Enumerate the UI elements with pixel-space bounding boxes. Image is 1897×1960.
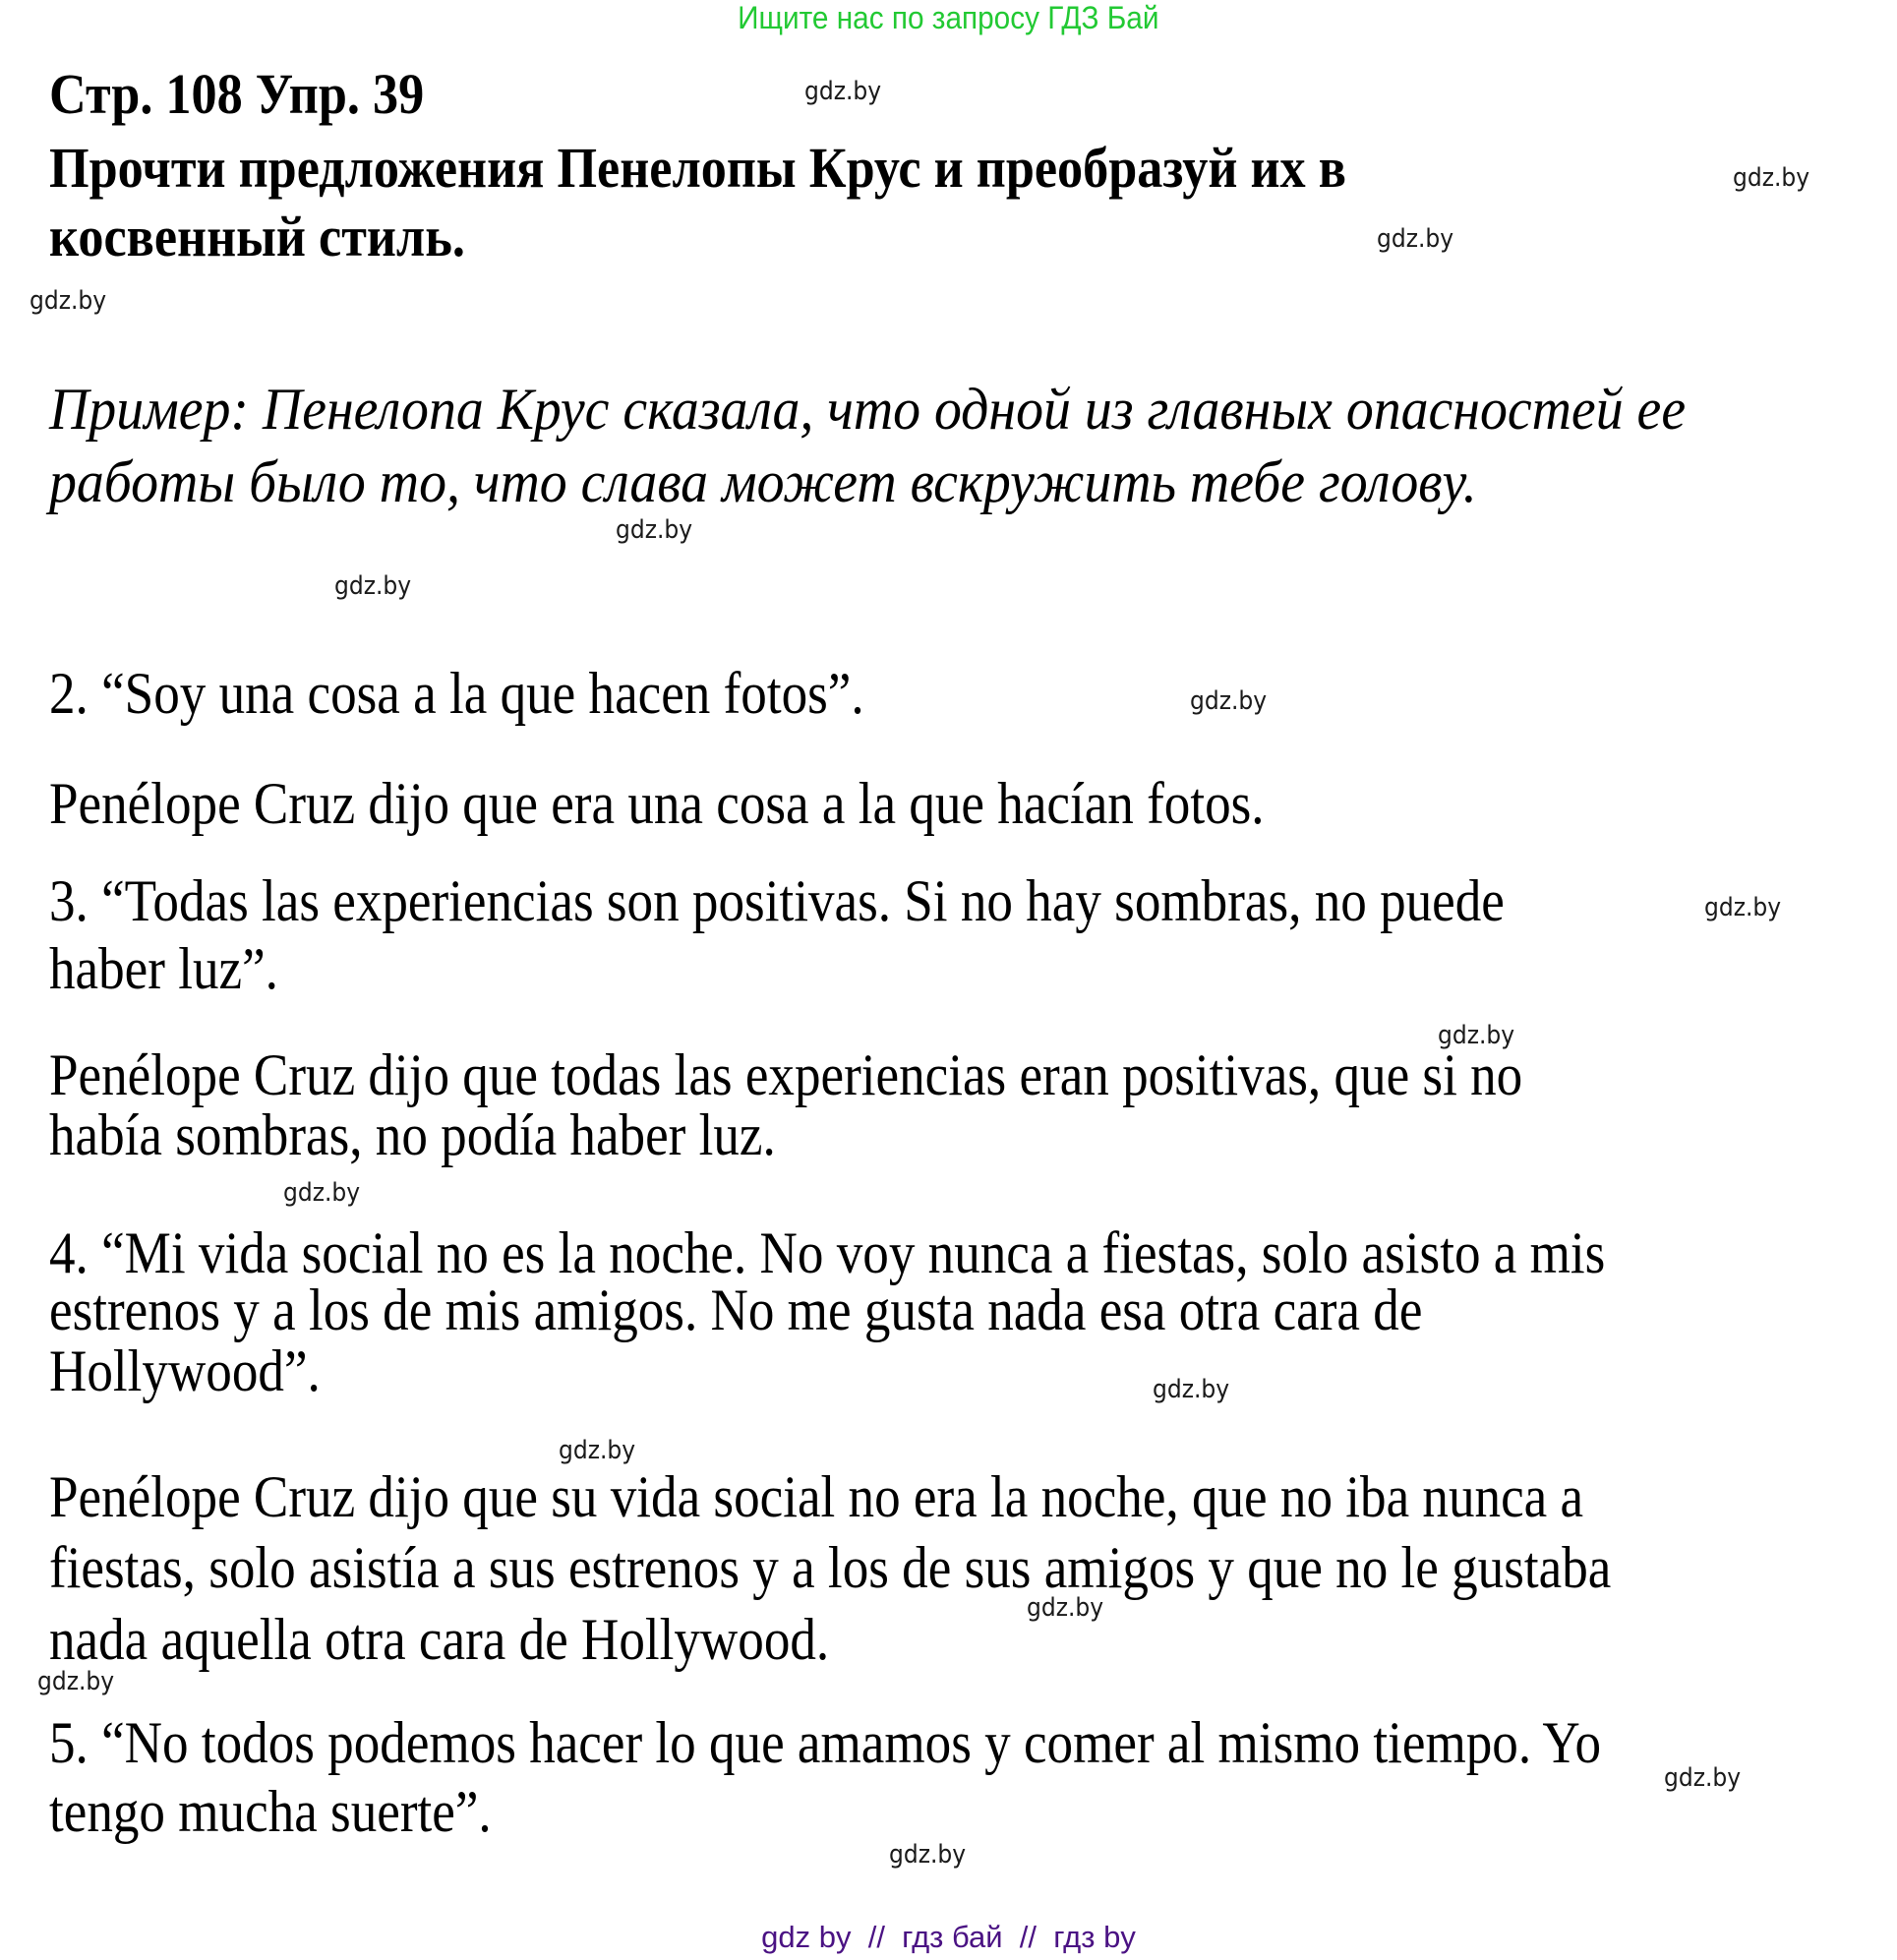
- watermark: gdz.by: [1664, 1763, 1742, 1793]
- item-4-answer-line-1: Penélope Cruz dijo que su vida social no era la noche, que no iba nunca a: [49, 1464, 1584, 1529]
- task-line-2: косвенный стиль.: [49, 205, 465, 268]
- item-3-answer-line-2: había sombras, no podía haber luz.: [49, 1102, 776, 1167]
- item-3-quote-line-1: 3. “Todas las experiencias son positivas. Si no hay sombras, no puede: [49, 868, 1505, 933]
- watermark: gdz.by: [616, 515, 693, 545]
- item-3-answer-line-1: Penélope Cruz dijo que todas las experiencias eran positivas, que si no: [49, 1042, 1523, 1107]
- search-banner: [0, 0, 1897, 35]
- item-4-quote-line-3: Hollywood”.: [49, 1338, 321, 1403]
- example-line-2: работы было то, что слава может вскружить тебе голову.: [49, 449, 1477, 514]
- item-4-quote-line-2: estrenos y a los de mis amigos. No me gusta nada esa otra cara de: [49, 1277, 1423, 1342]
- item-5-quote-line-2: tengo mucha suerte”.: [49, 1779, 492, 1844]
- watermark: gdz.by: [889, 1840, 967, 1870]
- item-4-quote-line-1: 4. “Mi vida social no es la noche. No voy nunca a fiestas, solo asisto a mis: [49, 1220, 1606, 1285]
- watermark: gdz.by: [30, 286, 107, 316]
- watermark: gdz.by: [804, 77, 882, 106]
- watermark: gdz.by: [1190, 686, 1268, 716]
- item-2-answer-line-1: Penélope Cruz dijo que era una cosa a la que hacían fotos.: [49, 771, 1265, 836]
- search-banner-text: Ищите нас по запросу ГДЗ Бай: [738, 0, 1159, 35]
- item-5-quote-line-1: 5. “No todos podemos hacer lo que amamos y comer al mismo tiempo. Yo: [49, 1710, 1602, 1775]
- item-3-quote-line-2: haber luz”.: [49, 936, 278, 1001]
- watermark: gdz.by: [283, 1178, 361, 1208]
- page-title: Стр. 108 Упр. 39: [49, 62, 425, 126]
- item-4-answer-line-2: fiestas, solo asistía a sus estrenos y a los de sus amigos y que no le gustaba: [49, 1535, 1612, 1600]
- item-2-quote-line-1: 2. “Soy una cosa a la que hacen fotos”.: [49, 661, 864, 726]
- item-4-answer-line-3: nada aquella otra cara de Hollywood.: [49, 1607, 830, 1672]
- task-line-1: Прочти предложения Пенелопы Крус и преобразуй их в: [49, 136, 1346, 200]
- watermark: gdz.by: [1153, 1375, 1230, 1404]
- footer-links: gdz by // гдз бай // гдз by: [761, 1920, 1136, 1954]
- watermark: gdz.by: [1377, 224, 1454, 254]
- watermark: gdz.by: [559, 1436, 636, 1465]
- watermark: gdz.by: [37, 1667, 115, 1696]
- watermark: gdz.by: [334, 571, 412, 601]
- example-line-1: Пример: Пенелопа Крус сказала, что одной из главных опасностей ее: [49, 377, 1687, 442]
- watermark: gdz.by: [1733, 163, 1810, 193]
- watermark: gdz.by: [1438, 1021, 1515, 1050]
- watermark: gdz.by: [1027, 1593, 1104, 1623]
- watermark: gdz.by: [1704, 893, 1782, 922]
